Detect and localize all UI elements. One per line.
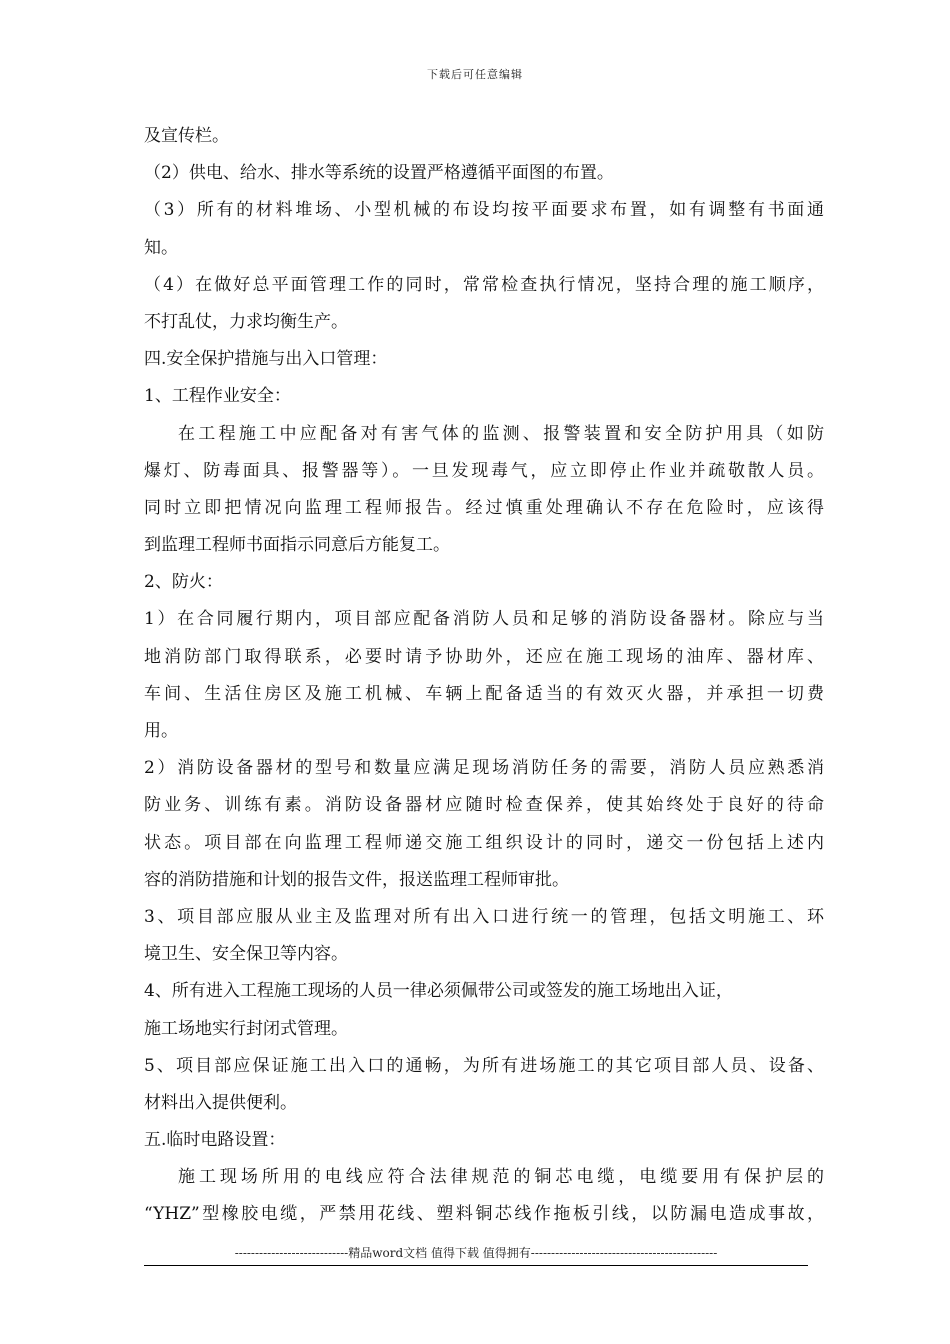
text-line: “YHZ”型橡胶电缆，严禁用花线、塑料铜芯线作拖板引线，以防漏电造成事故， bbox=[144, 1204, 824, 1225]
text-line: 施工现场所用的电线应符合法律规范的铜芯电缆，电缆要用有保护层的 bbox=[178, 1167, 824, 1188]
text-line: 材料出入提供便利。 bbox=[144, 1092, 297, 1113]
page-header: 下载后可任意编辑 bbox=[427, 68, 523, 81]
text-line: 容的消防措施和计划的报告文件，报送监理工程师审批。 bbox=[144, 869, 569, 890]
text-line: 到监理工程师书面指示同意后方能复工。 bbox=[144, 535, 450, 556]
text-line: 知。 bbox=[144, 237, 178, 258]
text-line: 状态。项目部在向监理工程师递交施工组织设计的同时，递交一份包括上述内 bbox=[144, 832, 824, 853]
text-line: 不打乱仗，力求均衡生产。 bbox=[144, 311, 348, 332]
text-line: 施工场地实行封闭式管理。 bbox=[144, 1018, 348, 1039]
text-line: 地消防部门取得联系，必要时请予协助外，还应在施工现场的油库、器材库、 bbox=[144, 646, 824, 667]
text-line: 3、项目部应服从业主及监理对所有出入口进行统一的管理，包括文明施工、环 bbox=[144, 906, 824, 927]
text-line: 五.临时电路设置： bbox=[144, 1130, 286, 1151]
text-line: 1）在合同履行期内，项目部应配备消防人员和足够的消防设备器材。除应与当 bbox=[144, 609, 824, 630]
text-line: 1、工程作业安全： bbox=[144, 386, 291, 407]
document-body bbox=[144, 118, 824, 1234]
page-footer: ----------------------------精品word文档 值得下载 值得拥有---------------------------------------------- bbox=[144, 1243, 808, 1266]
text-line: 5、项目部应保证施工出入口的通畅，为所有进场施工的其它项目部人员、设备、 bbox=[144, 1055, 824, 1076]
text-line: 用。 bbox=[144, 721, 178, 741]
text-line: 同时立即把情况向监理工程师报告。经过慎重处理确认不存在危险时，应该得 bbox=[144, 497, 824, 518]
text-line: 2、防火： bbox=[144, 572, 223, 593]
text-line: （3）所有的材料堆场、小型机械的布设均按平面要求布置，如有调整有书面通 bbox=[144, 200, 824, 221]
text-line: （2）供电、给水、排水等系统的设置严格遵循平面图的布置。 bbox=[144, 163, 614, 184]
text-line: 在工程施工中应配备对有害气体的监测、报警装置和安全防护用具（如防 bbox=[178, 423, 824, 444]
text-line: 车间、生活住房区及施工机械、车辆上配备适当的有效灭火器，并承担一切费 bbox=[144, 683, 824, 704]
text-line: 防业务、训练有素。消防设备器材应随时检查保养，使其始终处于良好的待命 bbox=[144, 795, 824, 816]
text-line: 2）消防设备器材的型号和数量应满足现场消防任务的需要，消防人员应熟悉消 bbox=[144, 758, 824, 779]
text-line: 境卫生、安全保卫等内容。 bbox=[144, 944, 348, 965]
text-line: （4）在做好总平面管理工作的同时，常常检查执行情况，坚持合理的施工顺序， bbox=[144, 274, 824, 295]
text-line: 爆灯、防毒面具、报警器等）。一旦发现毒气，应立即停止作业并疏敬散人员。 bbox=[144, 460, 824, 481]
text-line: 4、所有进入工程施工现场的人员一律必须佩带公司或签发的施工场地出入证， bbox=[144, 981, 733, 1002]
text-line: 及宣传栏。 bbox=[144, 126, 229, 146]
text-line: 四.安全保护措施与出入口管理： bbox=[144, 349, 388, 370]
